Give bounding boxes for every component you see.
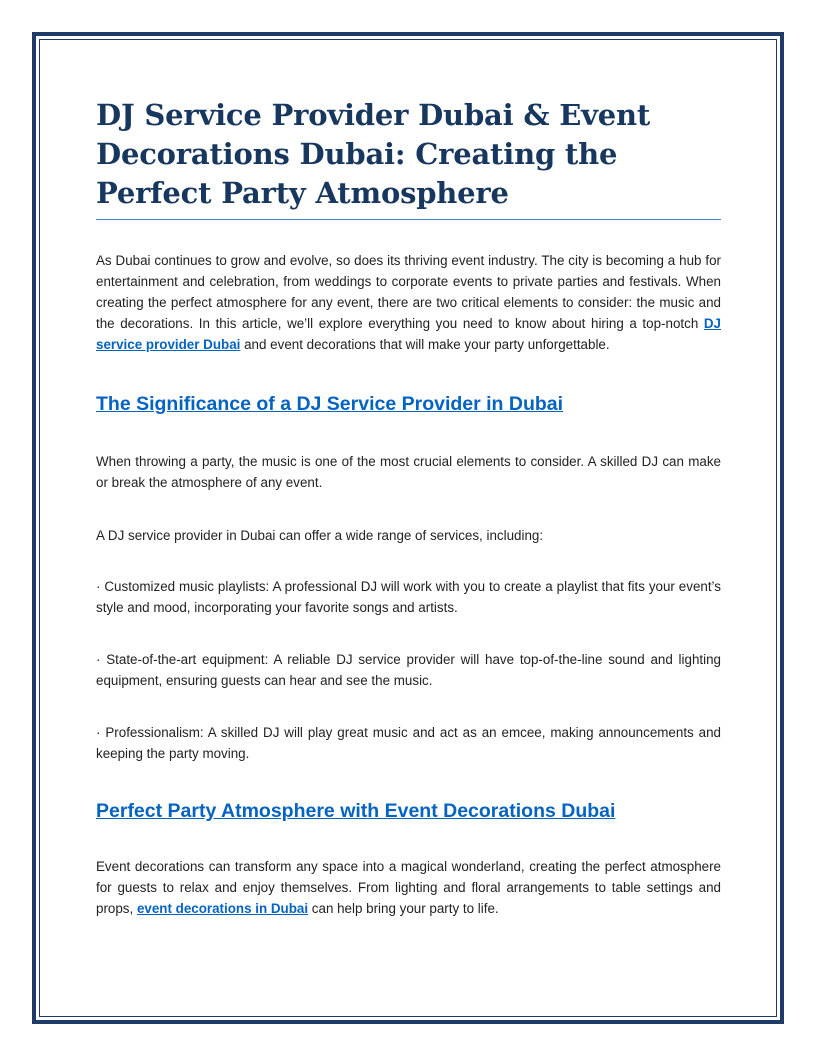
section-heading-text[interactable]: Perfect Party Atmosphere with Event Decorations Dubai [96,800,616,822]
dj-service-link[interactable]: DJ service provider Dubai [96,316,721,352]
intro-text-before: As Dubai continues to grow and evolve, so does its thriving event industry. The city is becoming a hub for entertainment and celebration, from weddings to corporate events to private parties and festivals. When creating the perfect atmosphere for any event, there are two critical elements to consider: the music and the decorations. In this article, we’ll explore everything you need to know about hiring a top-notch [96,253,721,331]
paragraph-dj-importance: When throwing a party, the music is one of the most crucial elements to consider. A skilled DJ can make or break the atmosphere of any event. [96,454,721,490]
intro-paragraph [96,250,721,355]
section-heading-dj-significance[interactable] [96,391,721,417]
section-heading-decorations[interactable] [96,798,721,824]
list-item-professionalism: · Professionalism: A skilled DJ will play great music and act as an emcee, making announcements and keeping the party moving. [96,725,721,761]
intro-text-after: and event decorations that will make your party unforgettable. [240,337,610,352]
paragraph-dj-services: A DJ service provider in Dubai can offer a wide range of services, including: [96,528,544,543]
decorations-text-before: Event decorations can transform any space into a magical wonderland, creating the perfect atmosphere for guests to relax and enjoy themselves. From lighting and floral arrangements to table settings and props, [96,859,721,916]
event-decorations-link[interactable]: event decorations in Dubai [136,901,309,916]
decorations-text-after: can help bring your party to life. [308,901,499,916]
section-heading-text[interactable]: The Significance of a DJ Service Provider in Dubai [96,393,564,415]
list-item-equipment: · State-of-the-art equipment: A reliable DJ service provider will have top-of-the-line sound and lighting equipment, ensuring guests can hear and see the music. [96,652,721,688]
paragraph-decorations [96,856,721,919]
document-title: DJ Service Provider Dubai & Event Decorations Dubai: Creating the Perfect Party Atmosphere [96,96,721,220]
document-body [96,96,721,919]
list-item-custom-playlists: · Customized music playlists: A professional DJ will work with you to create a playlist that fits your event’s style and mood, incorporating your favorite songs and artists. [96,579,721,615]
